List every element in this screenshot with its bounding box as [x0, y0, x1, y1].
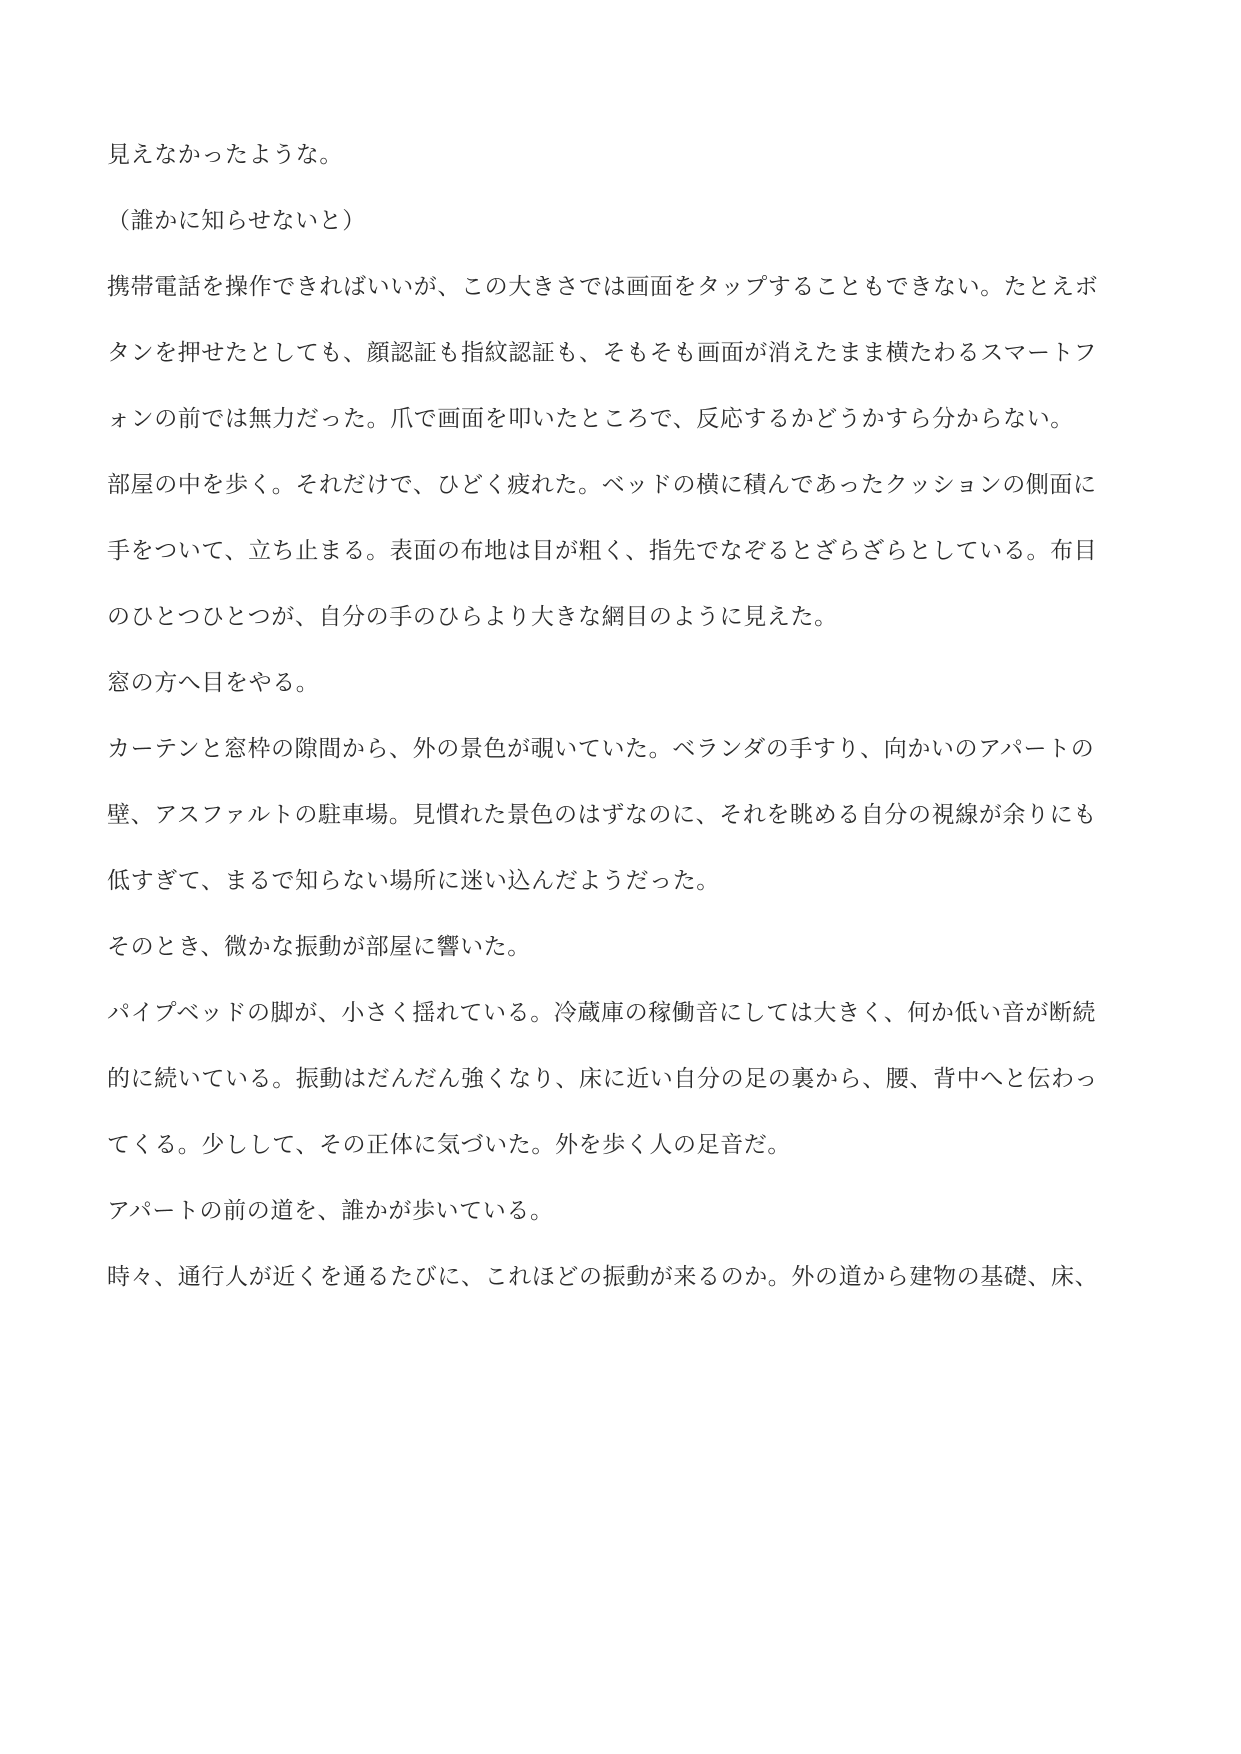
text-line: 的に続いている。振動はだんだん強くなり、床に近い自分の足の裏から、腰、背中へと伝わっ: [107, 1066, 1098, 1092]
text-line: タンを押せたとしても、顔認証も指紋認証も、そもそも画面が消えたまま横たわるスマートフ: [107, 340, 1098, 366]
text-line: アパートの前の道を、誰かが歩いている。: [107, 1198, 554, 1224]
text-line: 時々、通行人が近くを通るたびに、これほどの振動が来るのか。外の道から建物の基礎、床、: [107, 1264, 1099, 1290]
paragraph: [107, 1178, 1137, 1244]
text-line: ォンの前では無力だった。爪で画面を叩いたところで、反応するかどうかすら分からない。: [107, 406, 1074, 432]
text-line: 携帯電話を操作できればいいが、この大きさでは画面をタップすることもできない。たとえボ: [107, 274, 1099, 300]
paragraph: [107, 452, 1137, 650]
paragraph: [107, 716, 1137, 914]
text-line: そのとき、微かな振動が部屋に響いた。: [107, 934, 531, 960]
text-line: てくる。少しして、その正体に気づいた。外を歩く人の足音だ。: [107, 1132, 791, 1158]
text-line: 低すぎて、まるで知らない場所に迷い込んだようだった。: [107, 868, 720, 894]
paragraph: [107, 650, 1137, 716]
paragraph: [107, 122, 1137, 188]
paragraph: [107, 254, 1137, 452]
text-line: パイプベッドの脚が、小さく揺れている。冷蔵庫の稼働音にしては大きく、何か低い音が断続: [107, 1000, 1097, 1026]
text-line: 窓の方へ目をやる。: [107, 670, 320, 696]
body-text: [107, 122, 1137, 1310]
text-line: （誰かに知らせないと）: [107, 208, 366, 234]
text-line: 見えなかったような。: [107, 142, 343, 168]
paragraph: [107, 980, 1137, 1178]
paragraph: [107, 188, 1137, 254]
paragraph: [107, 1244, 1137, 1310]
text-line: 手をついて、立ち止まる。表面の布地は目が粗く、指先でなぞるとざらざらとしている。布目: [107, 538, 1098, 564]
text-line: のひとつひとつが、自分の手のひらより大きな網目のように見えた。: [107, 604, 838, 630]
paragraph: [107, 914, 1137, 980]
text-line: 部屋の中を歩く。それだけで、ひどく疲れた。ベッドの横に積んであったクッションの側面に: [107, 472, 1097, 498]
text-line: カーテンと窓枠の隙間から、外の景色が覗いていた。ベランダの手すり、向かいのアパートの: [107, 736, 1095, 762]
text-line: 壁、アスファルトの駐車場。見慣れた景色のはずなのに、それを眺める自分の視線が余りにも: [107, 802, 1097, 828]
